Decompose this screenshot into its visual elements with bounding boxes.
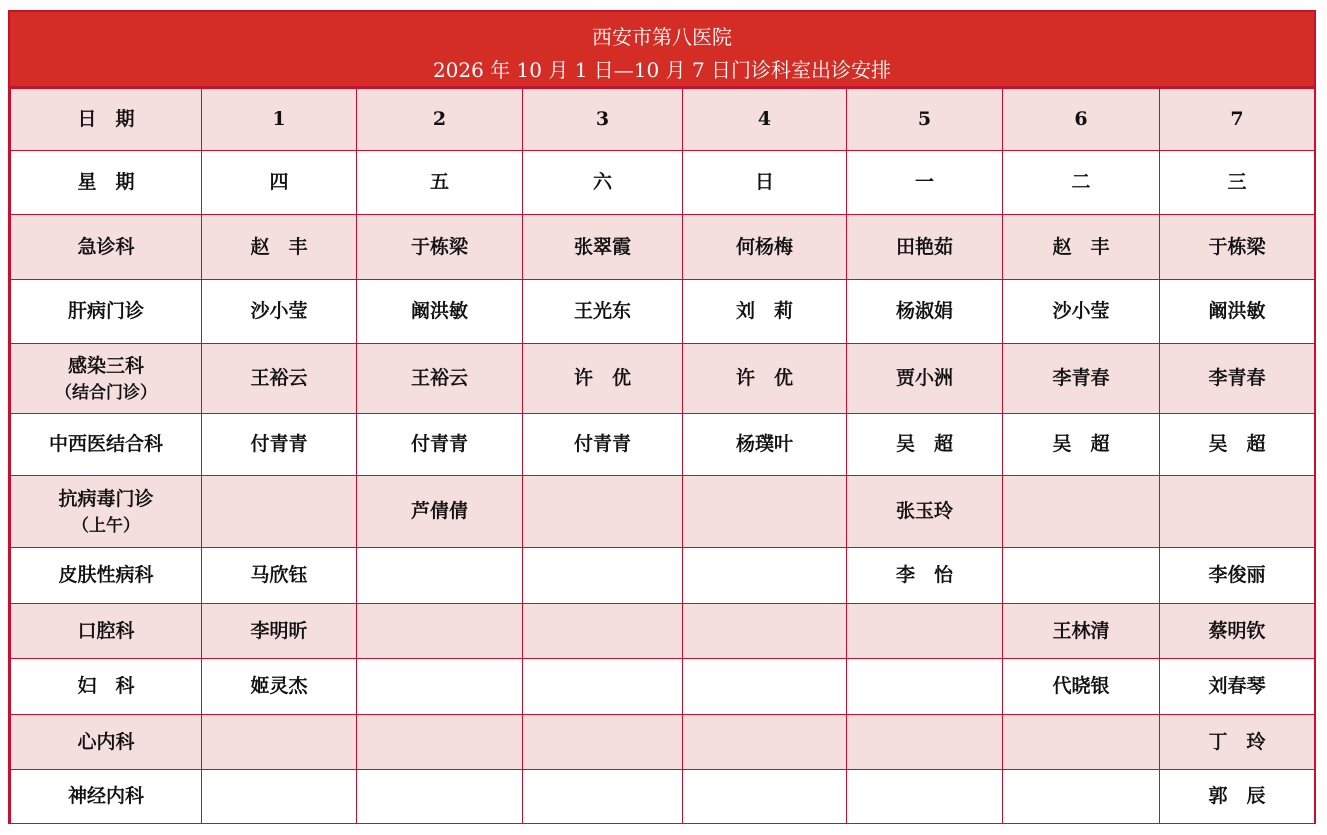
department-row <box>11 770 1315 824</box>
date-label: 日 期 <box>11 89 202 151</box>
schedule-subtitle: 2026 年 10 月 1 日—10 月 7 日门诊科室出诊安排 <box>432 58 892 82</box>
doctor-cell <box>357 770 523 824</box>
department-name: 妇 科 <box>77 675 135 698</box>
doctor-cell <box>847 659 1003 715</box>
doctor-cell <box>357 715 523 770</box>
department-name-cell <box>11 548 202 604</box>
weekday-cell: 二 <box>1003 151 1160 215</box>
doctor-cell: 田艳茹 <box>847 215 1003 280</box>
date-cell: 5 <box>847 89 1003 151</box>
doctor-cell: 吴 超 <box>847 414 1003 476</box>
doctor-cell: 杨璞叶 <box>683 414 847 476</box>
date-cell: 2 <box>357 89 523 151</box>
schedule-frame <box>8 10 1316 824</box>
doctor-cell: 王光东 <box>523 280 683 344</box>
doctor-cell <box>683 715 847 770</box>
doctor-cell <box>683 770 847 824</box>
doctor-cell: 张翠霞 <box>523 215 683 280</box>
department-row <box>11 604 1315 659</box>
doctor-cell: 李明昕 <box>202 604 357 659</box>
department-name: 口腔科 <box>77 619 135 642</box>
department-name-cell <box>11 715 202 770</box>
department-name: 皮肤性病科 <box>58 564 154 587</box>
doctor-cell <box>1160 476 1315 548</box>
department-name: 急诊科 <box>77 235 135 258</box>
doctor-cell <box>357 659 523 715</box>
date-cell: 3 <box>523 89 683 151</box>
weekday-cell: 五 <box>357 151 523 215</box>
doctor-cell: 许 优 <box>523 344 683 414</box>
schedule-title <box>10 12 1314 88</box>
doctor-cell <box>683 548 847 604</box>
date-row <box>11 89 1315 151</box>
department-name-cell <box>11 476 202 548</box>
department-name: 中西医结合科 <box>48 433 163 456</box>
doctor-cell <box>523 770 683 824</box>
department-note: （上午） <box>72 515 140 536</box>
doctor-cell: 李青春 <box>1003 344 1160 414</box>
doctor-cell <box>683 476 847 548</box>
doctor-cell <box>523 604 683 659</box>
department-name: 抗病毒门诊 <box>58 487 154 510</box>
doctor-cell <box>1003 476 1160 548</box>
doctor-cell: 姬灵杰 <box>202 659 357 715</box>
doctor-cell: 何杨梅 <box>683 215 847 280</box>
doctor-cell: 沙小莹 <box>1003 280 1160 344</box>
doctor-cell <box>202 770 357 824</box>
doctor-cell: 马欣钰 <box>202 548 357 604</box>
doctor-cell <box>523 715 683 770</box>
date-cell: 4 <box>683 89 847 151</box>
doctor-cell: 芦倩倩 <box>357 476 523 548</box>
doctor-cell: 郭 辰 <box>1160 770 1315 824</box>
department-row <box>11 215 1315 280</box>
department-name: 肝病门诊 <box>67 300 144 323</box>
doctor-cell: 付青青 <box>202 414 357 476</box>
doctor-cell: 蔡明钦 <box>1160 604 1315 659</box>
department-row <box>11 548 1315 604</box>
doctor-cell: 赵 丰 <box>1003 215 1160 280</box>
doctor-cell: 付青青 <box>357 414 523 476</box>
doctor-cell: 丁 玲 <box>1160 715 1315 770</box>
department-note: （结合门诊） <box>55 382 157 403</box>
weekday-cell: 四 <box>202 151 357 215</box>
doctor-cell: 阚洪敏 <box>1160 280 1315 344</box>
date-cell: 6 <box>1003 89 1160 151</box>
department-row <box>11 659 1315 715</box>
weekday-cell: 日 <box>683 151 847 215</box>
doctor-cell: 于栋梁 <box>357 215 523 280</box>
doctor-cell: 张玉玲 <box>847 476 1003 548</box>
doctor-cell: 王裕云 <box>202 344 357 414</box>
weekday-cell: 三 <box>1160 151 1315 215</box>
doctor-cell <box>1003 770 1160 824</box>
doctor-cell <box>523 659 683 715</box>
department-row <box>11 476 1315 548</box>
doctor-cell: 贾小洲 <box>847 344 1003 414</box>
doctor-cell: 付青青 <box>523 414 683 476</box>
department-name: 感染三科 <box>67 354 144 377</box>
doctor-cell <box>1003 548 1160 604</box>
doctor-cell: 赵 丰 <box>202 215 357 280</box>
doctor-cell: 吴 超 <box>1003 414 1160 476</box>
doctor-cell: 代晓银 <box>1003 659 1160 715</box>
doctor-cell <box>202 476 357 548</box>
department-row <box>11 344 1315 414</box>
weekday-cell: 六 <box>523 151 683 215</box>
weekday-label: 星 期 <box>11 151 202 215</box>
date-cell: 7 <box>1160 89 1315 151</box>
doctor-cell: 王裕云 <box>357 344 523 414</box>
doctor-cell: 王林清 <box>1003 604 1160 659</box>
department-row <box>11 280 1315 344</box>
doctor-cell: 阚洪敏 <box>357 280 523 344</box>
doctor-cell <box>1003 715 1160 770</box>
weekday-cell: 一 <box>847 151 1003 215</box>
doctor-cell: 沙小莹 <box>202 280 357 344</box>
hospital-name: 西安市第八医院 <box>592 25 732 49</box>
doctor-cell: 李俊丽 <box>1160 548 1315 604</box>
doctor-cell: 杨淑娟 <box>847 280 1003 344</box>
doctor-cell <box>523 476 683 548</box>
department-name-cell <box>11 770 202 824</box>
doctor-cell <box>357 604 523 659</box>
doctor-cell <box>683 604 847 659</box>
doctor-cell: 李 怡 <box>847 548 1003 604</box>
department-name-cell <box>11 604 202 659</box>
doctor-cell <box>847 770 1003 824</box>
doctor-cell <box>202 715 357 770</box>
department-name-cell <box>11 280 202 344</box>
doctor-cell: 许 优 <box>683 344 847 414</box>
doctor-cell <box>683 659 847 715</box>
schedule-table <box>10 88 1315 824</box>
doctor-cell: 于栋梁 <box>1160 215 1315 280</box>
department-name: 神经内科 <box>67 785 144 808</box>
doctor-cell: 吴 超 <box>1160 414 1315 476</box>
doctor-cell: 刘 莉 <box>683 280 847 344</box>
department-name-cell <box>11 344 202 414</box>
doctor-cell: 刘春琴 <box>1160 659 1315 715</box>
weekday-row <box>11 151 1315 215</box>
doctor-cell: 李青春 <box>1160 344 1315 414</box>
department-name-cell <box>11 414 202 476</box>
doctor-cell <box>847 604 1003 659</box>
department-row <box>11 414 1315 476</box>
doctor-cell <box>523 548 683 604</box>
department-name-cell <box>11 215 202 280</box>
doctor-cell <box>357 548 523 604</box>
doctor-cell <box>847 715 1003 770</box>
department-name-cell <box>11 659 202 715</box>
date-cell: 1 <box>202 89 357 151</box>
department-name: 心内科 <box>77 730 135 753</box>
department-row <box>11 715 1315 770</box>
